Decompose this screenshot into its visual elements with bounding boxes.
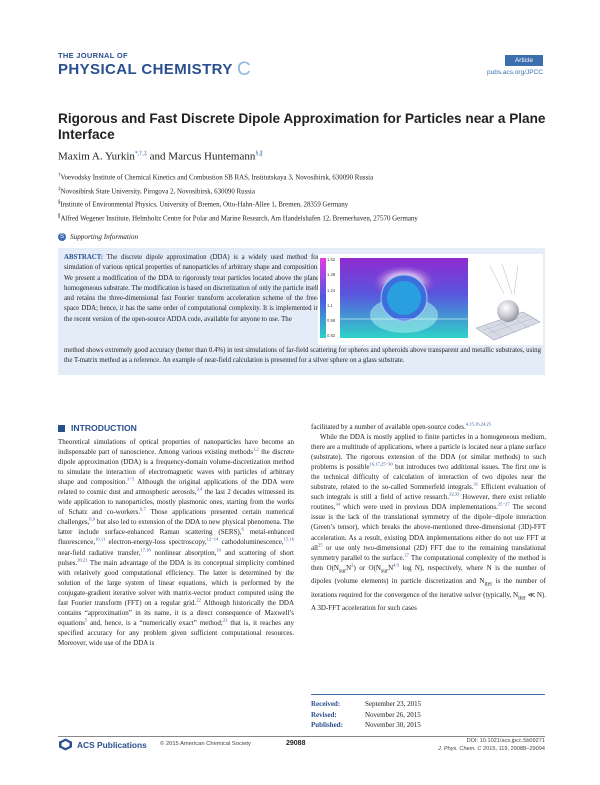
section-heading xyxy=(58,423,137,433)
article-badge: Article xyxy=(505,55,543,66)
journal-line2: PHYSICAL CHEMISTRY xyxy=(58,61,233,78)
citation-ref[interactable]: 4/3 xyxy=(393,562,400,568)
text-run: which were used in previous DDA implementations. xyxy=(339,503,498,512)
colorbar-tick: 0.82 xyxy=(327,333,336,338)
colorbar-tick: 1.24 xyxy=(327,288,336,293)
text-run: nonlinear absorption, xyxy=(150,548,217,557)
section-bullet-icon xyxy=(58,425,65,432)
citation-ref[interactable]: 22 xyxy=(196,597,201,603)
date-label: Revised: xyxy=(311,710,337,719)
doi-citation xyxy=(400,738,545,754)
citation-ref[interactable]: 8,9 xyxy=(89,517,96,523)
acs-hexagon-icon xyxy=(58,738,73,751)
silver-sphere xyxy=(497,300,519,322)
affiliation-text: Novosibirsk State University, Pirogova 2, Novosibirsk, 630090 Russia xyxy=(60,187,255,195)
affiliation-mark: † xyxy=(58,173,61,178)
subscript: iter xyxy=(484,581,493,588)
text-run: that is, it reaches any specified accuracy for any problem given sufficient computational resources. Moreover, wide use of the DDA is xyxy=(58,618,294,647)
citation-ref[interactable]: 16,17,25−30 xyxy=(369,461,393,467)
citation-ref[interactable]: 19 xyxy=(216,547,221,553)
citation-ref[interactable]: 3,4 xyxy=(196,486,203,492)
text-run: metal-enhanced fluorescence, xyxy=(58,528,294,547)
citation-ref[interactable]: 10,11 xyxy=(95,537,106,543)
affiliation xyxy=(58,197,558,211)
date-revised xyxy=(311,710,545,721)
citation-ref[interactable]: 1,2 xyxy=(253,446,259,452)
acs-publications-logo[interactable] xyxy=(58,738,147,751)
citation-ref[interactable]: 27 xyxy=(404,552,409,558)
intro-paragraph xyxy=(311,422,546,432)
abstract-part1: The discrete dipole approximation (DDA) is a widely used method for simulation of various optical properties of nanoparticles of arbitrary shape and composition. We present a modification of the DDA to rigorously treat particles located above the plane homogeneous substrate. The modification is based on discretization of only the particle itself and retains the three-dimensional fast Fourier transform acceleration scheme of the free-space DDA; hence, it has the same order of computational complexity. It is implemented in the recent version of the open-source ADDA code, available for anyone to use. The xyxy=(64,254,319,323)
supporting-info-icon: S xyxy=(59,234,64,240)
affiliations xyxy=(58,170,558,224)
author-name[interactable]: Maxim A. Yurkin xyxy=(58,150,135,163)
date-value: November 26, 2015 xyxy=(365,710,421,719)
text-run: and scattering of short pulses. xyxy=(58,548,294,567)
author-mark: *,†,‡ xyxy=(134,151,147,157)
date-label: Received: xyxy=(311,700,341,708)
abstract-label: ABSTRACT: xyxy=(64,254,104,261)
citation-details: 2015, 119, 29088−29094 xyxy=(481,745,545,752)
text-run: cathodoluminescence, xyxy=(218,538,284,547)
text-run: The computational complexity of the method is then O(N xyxy=(311,553,547,572)
author-conjunction: and xyxy=(146,150,169,163)
publisher-name: ACS Publications xyxy=(77,739,147,750)
affiliation xyxy=(58,184,558,198)
text-run: However, there exist reliable routines, xyxy=(311,493,546,512)
intro-column-2 xyxy=(311,422,546,613)
citation-ref[interactable]: 5 xyxy=(84,617,88,623)
colorbar-tick: 1.38 xyxy=(327,272,336,277)
author-list xyxy=(58,150,263,163)
affiliation-text: Voevodsky Institute of Chemical Kinetics and Combustion SB RAS, Institutskaya 3, Novosibirsk, 630090 Russia xyxy=(60,174,374,182)
citation-ref[interactable]: 2 xyxy=(351,562,354,568)
text-run: near-field radiative transfer, xyxy=(58,548,141,557)
citation-ref[interactable]: 20,21 xyxy=(77,557,88,563)
citation-ref[interactable]: 25 xyxy=(318,542,323,548)
journal-line1: THE JOURNAL OF xyxy=(58,51,128,60)
citation-ref[interactable]: 4,15,16,24,25 xyxy=(465,421,491,427)
text-run: Although the original applications of the DDA were related to cosmic dust and atmospheric aerosols, xyxy=(58,478,294,497)
footer-rule xyxy=(58,736,545,737)
sphere-inner xyxy=(387,281,421,315)
text-run: the last 2 decades witnessed its wide application to nanoparticles, mostly plasmonic ones, starting from the works of Schatz and co-workers. xyxy=(58,488,294,517)
subscript: sur xyxy=(338,568,347,575)
author-mark: §,∥ xyxy=(255,151,263,157)
text-run: but also led to extension of the DDA to new physical phenomena. The latter include surface-enhanced Raman scattering (SERS), xyxy=(58,518,294,537)
text-run: but introduces two additional issues. The first one is the technical difficulty of calculation of interaction of two dipoles near the substrate, related to the so-called Sommerfeld integrals. xyxy=(311,463,546,492)
text-run: Efficient evaluation of such integrals is still a field of active research. xyxy=(311,483,546,502)
date-label: Published: xyxy=(311,721,343,729)
abstract-text-continued: method shows extremely good accuracy (better than 0.4%) in test simulations of far-field scattering for spheres and spheroids above transparent and metallic substrates, using the T-matrix method as a reference. An example of near-field calculation is presented for a silver sphere on a glass substrate. xyxy=(64,347,541,365)
citation-ref[interactable]: 6 xyxy=(241,527,244,533)
toc-figure xyxy=(318,254,543,345)
citation-ref[interactable]: 6,7 xyxy=(140,507,146,512)
subscript: sur xyxy=(380,568,389,575)
text-run: facilitated by a number of available open-source codes. xyxy=(311,423,466,431)
affiliation-mark: ‡ xyxy=(58,186,61,192)
text-run: ) or O(N xyxy=(353,563,381,572)
text-run: Those applications presented certain numerical challenges, xyxy=(58,508,294,527)
page-number: 29088 xyxy=(286,740,306,747)
affiliation-text: Alfred Wegener Institute, Helmholtz Centre for Polar and Marine Research, Am Handelshafen 12, Bremerhaven, 27570 Germany xyxy=(60,215,418,223)
supporting-information-link[interactable] xyxy=(58,233,138,241)
colorbar-tick: 0.96 xyxy=(327,318,336,323)
colorbar-tick: 1.52 xyxy=(327,257,336,262)
journal-name xyxy=(58,58,251,80)
text-run: Theoretical simulations of optical properties of nanoparticles have become an indispensable part of nanoscience. Among various existing methods xyxy=(58,438,294,457)
text-run: ≪ N). A 3D-FFT acceleration for such cases xyxy=(311,590,546,612)
text-run: The second issue is the lack of the translational symmetry of the dipole−dipole interaction (Green’s tensor), which breaks the above-mentioned three-dimensional (3D)-FFT acceleration. As a result, existing DDA implementations either do not use FFT at all xyxy=(311,503,547,552)
affiliation-mark: § xyxy=(58,200,61,206)
citation-ref[interactable]: 17,18 xyxy=(140,547,151,553)
text-run: While the DDA is mostly applied to finite particles in a homogeneous medium, there are a multitude of applications, where a particle is located near a plane surface (substrate). The rigorous extension of the DDA (or similar methods) to such problems is possible xyxy=(311,433,546,472)
citation-ref[interactable]: 3−5 xyxy=(127,476,135,482)
intro-column-1 xyxy=(58,437,294,648)
text-run: electron-energy-loss spectroscopy, xyxy=(105,538,207,547)
affiliation-text: Institute of Environmental Physics, University of Bremen, Otto-Hahn-Allee 1, Bremen, 28359 Germany xyxy=(60,201,349,209)
text-run: N xyxy=(346,563,352,572)
citation-ref[interactable]: 25−27 xyxy=(497,502,510,508)
copyright: © 2015 American Chemical Society xyxy=(160,741,251,747)
citation-ref[interactable]: 15,16 xyxy=(283,537,294,543)
date-value: November 30, 2015 xyxy=(365,721,421,729)
colorbar xyxy=(320,258,326,338)
citation-ref[interactable]: 23 xyxy=(222,617,228,623)
affiliation xyxy=(58,170,558,184)
journal-url-link[interactable]: pubs.acs.org/JPCC xyxy=(487,69,543,76)
supporting-info-label: Supporting Information xyxy=(70,233,139,241)
citation-journal: J. Phys. Chem. C xyxy=(437,745,482,752)
citation-ref[interactable]: 31 xyxy=(473,481,479,487)
doi-link[interactable]: DOI: 10.1021/acs.jpcc.5b09271 xyxy=(466,738,545,744)
text-run: is the number of iterations required for the convergence of the iterative solver (typically, N xyxy=(311,577,547,599)
intro-paragraph xyxy=(311,432,546,613)
text-run: or use only two-dimensional (2D) FFT due to the remaining translational symmetry parallel to the surface. xyxy=(311,543,546,562)
text-run: The main advantage of the DDA is its conceptual simplicity combined with relatively good computational efficiency. The latter is determined by the solution of the large system of linear equations, which is performed by the conjugate-gradient iterative solver with matrix-vector product computed using the fast Fourier transform (FFT) on a regular grid. xyxy=(58,558,294,607)
text-run: the discrete dipole approximation (DDA) is a frequency-domain volume-discretization method to simulate the interaction of electromagnetic waves with particles of arbitrary shape and composition. xyxy=(58,448,294,487)
colorbar-tick: 1.1 xyxy=(327,303,333,308)
date-value: September 23, 2015 xyxy=(365,700,422,708)
citation-ref[interactable]: 12−14 xyxy=(206,537,219,543)
intro-paragraph xyxy=(58,437,294,648)
citation xyxy=(400,746,545,754)
text-run: log N), respectively, where N is the number of dipoles (volume elements) in particle discretization and N xyxy=(311,563,546,586)
citation-ref[interactable]: 32,33 xyxy=(449,492,460,497)
text-run: and, hence, is a “numerically exact” method; xyxy=(87,618,223,627)
date-received xyxy=(311,699,545,710)
text-run: Although historically the DDA contains “approximation” in its name, it is a direct consequence of Maxwell’s equations xyxy=(58,598,294,627)
subscript: iter xyxy=(518,594,526,601)
abstract-text xyxy=(64,253,319,325)
text-run: N xyxy=(388,563,394,572)
publication-dates xyxy=(311,694,545,731)
date-published xyxy=(311,720,545,731)
journal-letter: C xyxy=(237,59,252,80)
author-name[interactable]: Marcus Huntemann xyxy=(168,150,256,163)
affiliation-mark: ∥ xyxy=(58,213,61,219)
section-title: INTRODUCTION xyxy=(71,423,137,433)
affiliation xyxy=(58,211,558,225)
citation-ref[interactable]: 34 xyxy=(335,502,340,508)
paper-title: Rigorous and Fast Discrete Dipole Approximation for Particles near a Plane Interface xyxy=(58,111,546,142)
